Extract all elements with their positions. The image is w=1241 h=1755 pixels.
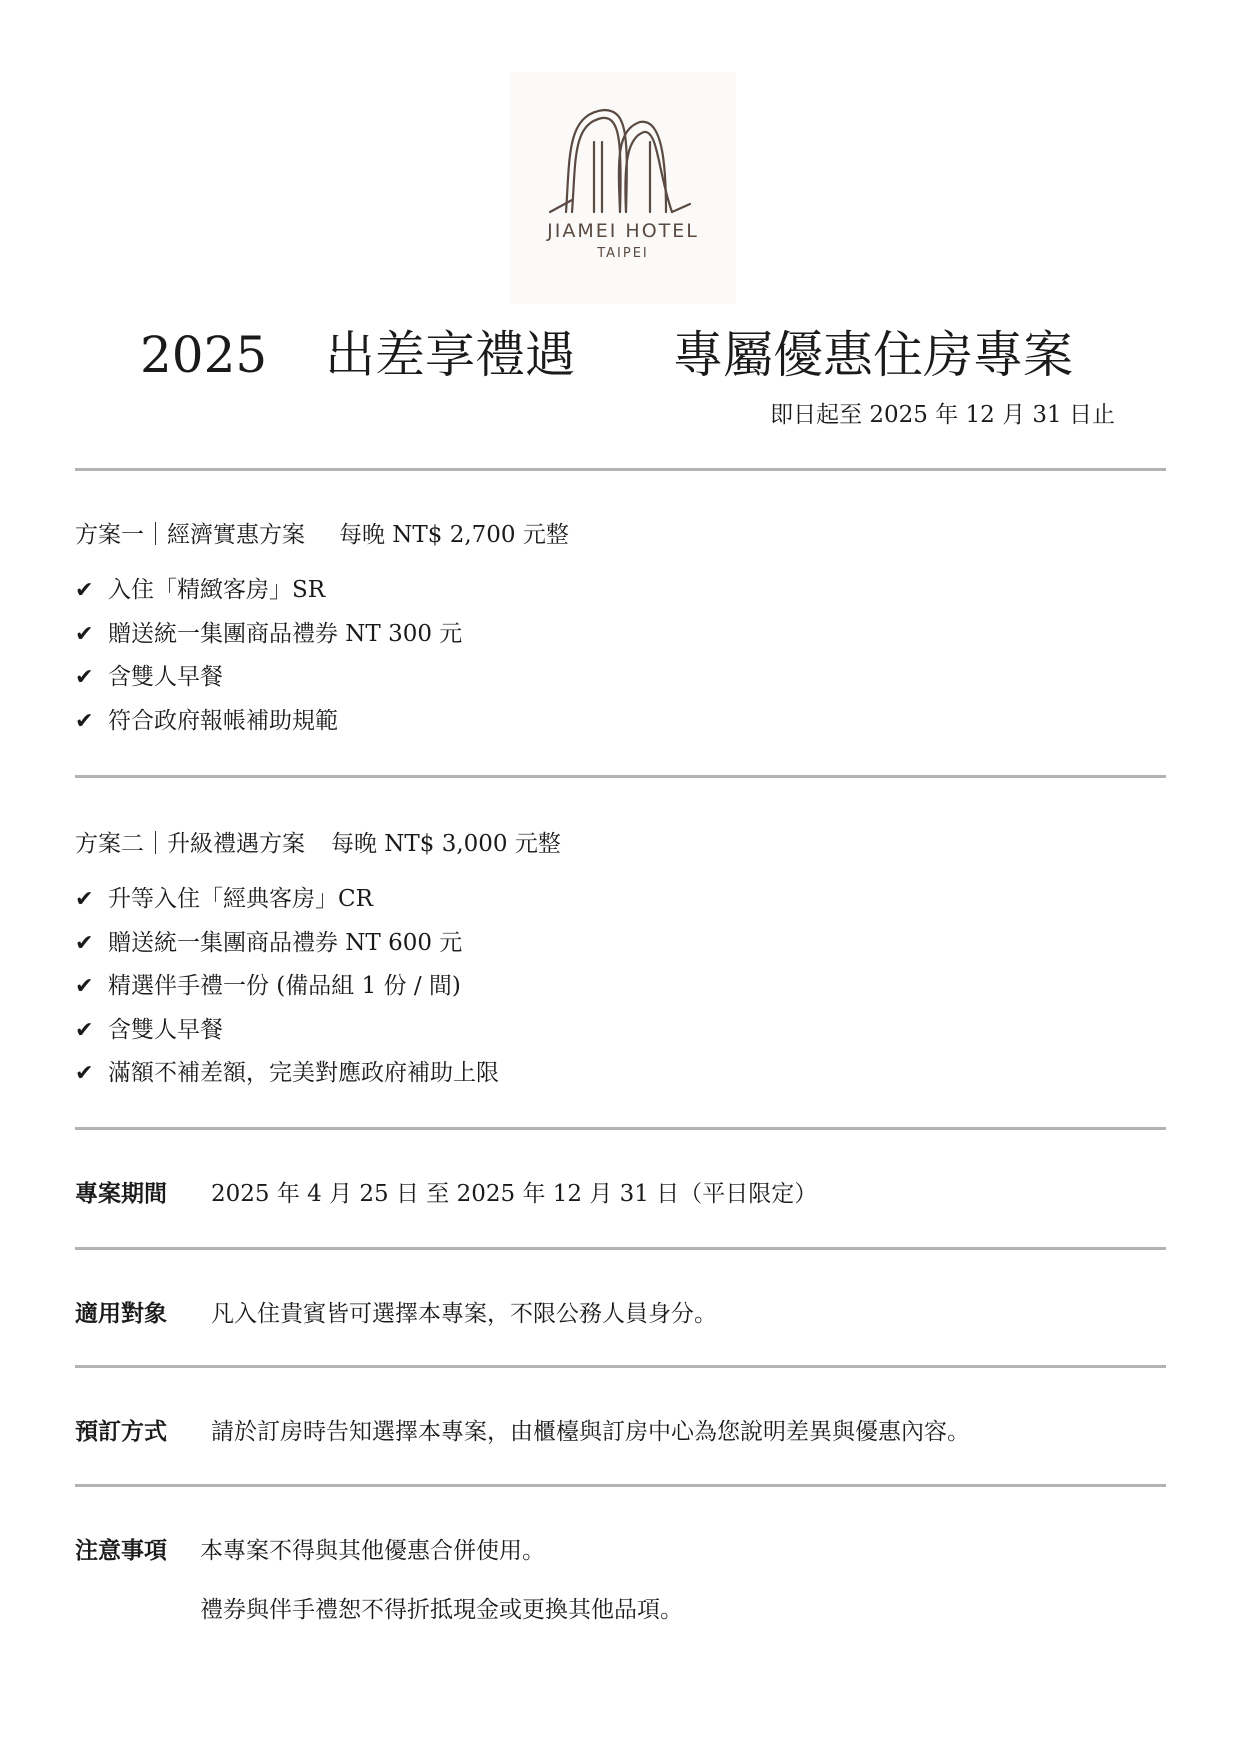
list-item <box>75 1052 499 1096</box>
valid-until: 即日起至 2025 年 12 月 31 日止 <box>770 402 1115 428</box>
check-icon: ✔ <box>75 887 94 912</box>
list-item <box>75 922 499 966</box>
check-icon: ✔ <box>75 930 94 956</box>
plan2-price: 每晚 NT$ 3,000 元整 <box>331 831 561 857</box>
period-row <box>75 1175 818 1208</box>
divider <box>75 1127 1166 1130</box>
check-icon: ✔ <box>75 578 94 603</box>
list-item <box>75 656 462 700</box>
audience-value: 凡入住貴賓皆可選擇本專案，不限公務人員身分。 <box>211 1301 717 1327</box>
notes-label: 注意事項 <box>75 1537 167 1564</box>
plan2-items <box>75 878 499 1096</box>
list-item-text: 入住「精緻客房」SR <box>108 577 326 603</box>
notes-line-2: 禮券與伴手禮恕不得折抵現金或更換其他品項。 <box>200 1597 683 1623</box>
title-part1: 出差享禮遇 <box>325 326 575 384</box>
notes-row <box>75 1532 545 1565</box>
page-title <box>140 322 1120 388</box>
divider <box>75 1365 1166 1368</box>
title-year: 2025 <box>140 326 268 384</box>
list-item <box>75 569 462 613</box>
title-part2: 專屬優惠住房專案 <box>673 326 1073 384</box>
list-item-text: 符合政府報帳補助規範 <box>108 707 338 734</box>
plan2-title: 方案二｜升級禮遇方案 <box>75 831 305 857</box>
check-icon: ✔ <box>75 1061 94 1086</box>
list-item <box>75 700 462 744</box>
list-item-text: 滿額不補差額，完美對應政府補助上限 <box>108 1060 499 1086</box>
notes-line-1: 本專案不得與其他優惠合併使用。 <box>200 1538 545 1564</box>
hotel-name: JIAMEI HOTEL <box>547 220 699 242</box>
check-icon: ✔ <box>75 621 94 647</box>
divider <box>75 1484 1166 1487</box>
plan2-heading <box>75 825 561 858</box>
audience-label: 適用對象 <box>75 1300 167 1327</box>
divider <box>75 1247 1166 1250</box>
list-item-text: 含雙人早餐 <box>108 1016 223 1043</box>
list-item-text: 含雙人早餐 <box>108 664 223 690</box>
plan1-heading <box>75 516 569 549</box>
list-item <box>75 878 499 922</box>
list-item-text: 贈送統一集團商品禮券 NT 600 元 <box>108 929 463 956</box>
divider <box>75 775 1166 778</box>
divider <box>75 468 1166 471</box>
plan1-price: 每晚 NT$ 2,700 元整 <box>339 522 569 548</box>
hotel-logo <box>510 72 736 304</box>
plan1-title: 方案一｜經濟實惠方案 <box>75 522 305 548</box>
check-icon: ✔ <box>75 665 94 690</box>
audience-row <box>75 1295 717 1328</box>
hotel-city: TAIPEI <box>597 246 649 261</box>
list-item <box>75 613 462 657</box>
period-label: 專案期間 <box>75 1180 167 1207</box>
list-item-text: 贈送統一集團商品禮券 NT 300 元 <box>108 620 463 647</box>
booking-label: 預訂方式 <box>75 1418 167 1445</box>
check-icon: ✔ <box>75 708 94 734</box>
booking-value: 請於訂房時告知選擇本專案，由櫃檯與訂房中心為您說明差異與優惠內容。 <box>211 1419 970 1445</box>
list-item-text: 升等入住「經典客房」CR <box>108 886 373 912</box>
check-icon: ✔ <box>75 974 94 999</box>
list-item <box>75 965 499 1009</box>
list-item-text: 精選伴手禮一份 (備品組 1 份 / 間) <box>108 973 461 999</box>
check-icon: ✔ <box>75 1017 94 1043</box>
plan1-items <box>75 569 462 743</box>
booking-row <box>75 1413 970 1446</box>
list-item <box>75 1009 499 1053</box>
period-value: 2025 年 4 月 25 日 至 2025 年 12 月 31 日（平日限定） <box>211 1181 818 1207</box>
hotel-logo-mark-icon <box>510 72 736 222</box>
